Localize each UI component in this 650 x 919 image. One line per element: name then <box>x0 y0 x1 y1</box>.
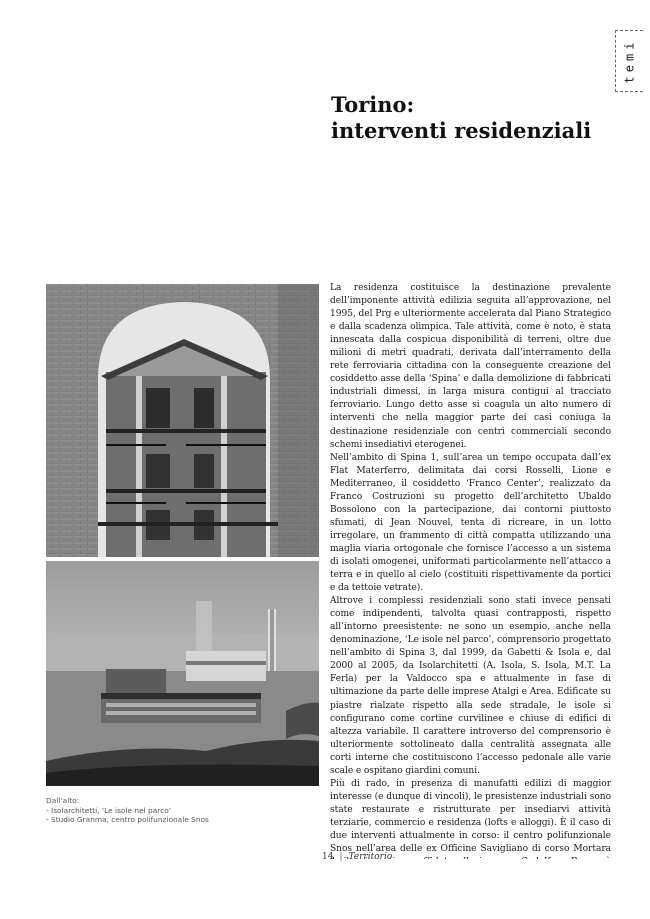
section-label: temi <box>622 38 637 84</box>
section-tab <box>615 30 643 92</box>
page-footer <box>322 852 392 862</box>
magazine-name: Territorio <box>348 852 393 862</box>
paragraph: Altrove i complessi residenziali sono stati invece pensati come indipendenti, talvolta quasi contrapposti, rispetto all’intorno preesistente: ne sono un esempio, anche nella denominazione, ‘Le isole nel parco’, comprensorio progettato nell’ambito di Spina 3, dal 1999, da Gabetti & Isola e, dal 2000 al 2005, da Isolarchitetti (A. Isola, S. Isola, M.T. La Ferla) per la Valdocco spa e attualmente in fase di ultimazione da parte delle imprese Atalgi e Area. Edificate su piastre rialzate rispetto alla sede stradale, le isole si configurano come cortine curvilinee e chiuse di edifici di altezza variabile. Il carattere introverso del comprensorio è ulteriormente sottolineato dalla centralità assegnata alle corti interne che costituiscono l’accesso pedonale alle varie scale e ospitano giardini comuni. <box>330 596 611 776</box>
caption-line-3: - Studio Granma, centro polifunzionale Snos <box>46 815 209 825</box>
article-title <box>331 92 611 144</box>
paragraph: Più di rado, in presenza di manufatti edilizi di maggior interesse (e dunque di vincoli), le presistenze industriali sono state restaurate e ristrutturate per insediarvi attività terziarie, commercio e residenza (lofts e alloggi). È il caso di due interventi attualmente in corso: il centro polifunzionale Snos nell’area delle ex Officine Savigliano di corso Mortara <box>330 778 611 855</box>
title-line-1: Torino: <box>331 92 415 117</box>
photo-isole-nel-parco <box>46 284 319 557</box>
title-line-2: interventi residenziali <box>331 118 592 143</box>
footer-separator: | <box>339 852 343 862</box>
paragraph: La residenza costituisce la destinazione prevalente dell’imponente attività edilizia seguita all’approvazione, nel 1995, del Prg e ulteriormente accelerata dal Piano Strategico e dalla scadenza olimpica. Tale attività, come è noto, è stata innescata dalla cospicua disponibilità di terreni, oltre due milioni di metri quadrati, derivata dall’interramento della rete ferroviaria cittadina con la conseguente creazione del cosiddetto asse della ‘Spina’ e dalla demolizione di fabbricati industriali dimessi, in larga misura contigui al tracciato ferroviario. Lungo detto asse si coagula un alto numero di interventi che nella maggior parte dei casi coniuga la destinazione residenziale con centri commerciali secondo schemi insediativi eterogenei. <box>330 283 611 450</box>
paragraph: Nell’ambito di Spina 1, sull’area un tempo occupata dall’ex Flat Materferro, delimitata dai corsi Rosselli, Lione e Mediterraneo, il cosiddetto ‘Franco Center’, realizzato da Franco Costruzioni su progetto dell’architetto Ubaldo Bossolono con la partecipazione, dai contorni piuttosto sfumati, di Jean Nouvel, tenta di ricreare, in un lotto irregolare, un frammento di città compatta utilizzando una maglia viaria ortogonale che fornisce l’accesso a un sistema di isolati omogenei, uniformati particolarmente nell’attacco a terra e in quello al cielo (costituiti rispettivamente da portici e da tettoie vetrate). <box>330 452 611 594</box>
page-number: 14 <box>322 852 334 862</box>
photo-centro-snos <box>46 561 319 786</box>
caption-line-1: Dall’alto: <box>46 796 80 805</box>
photo-caption <box>46 796 306 825</box>
article-body <box>330 282 611 859</box>
caption-line-2: - Isolarchitetti, ‘Le isole nel parco’ <box>46 805 172 815</box>
